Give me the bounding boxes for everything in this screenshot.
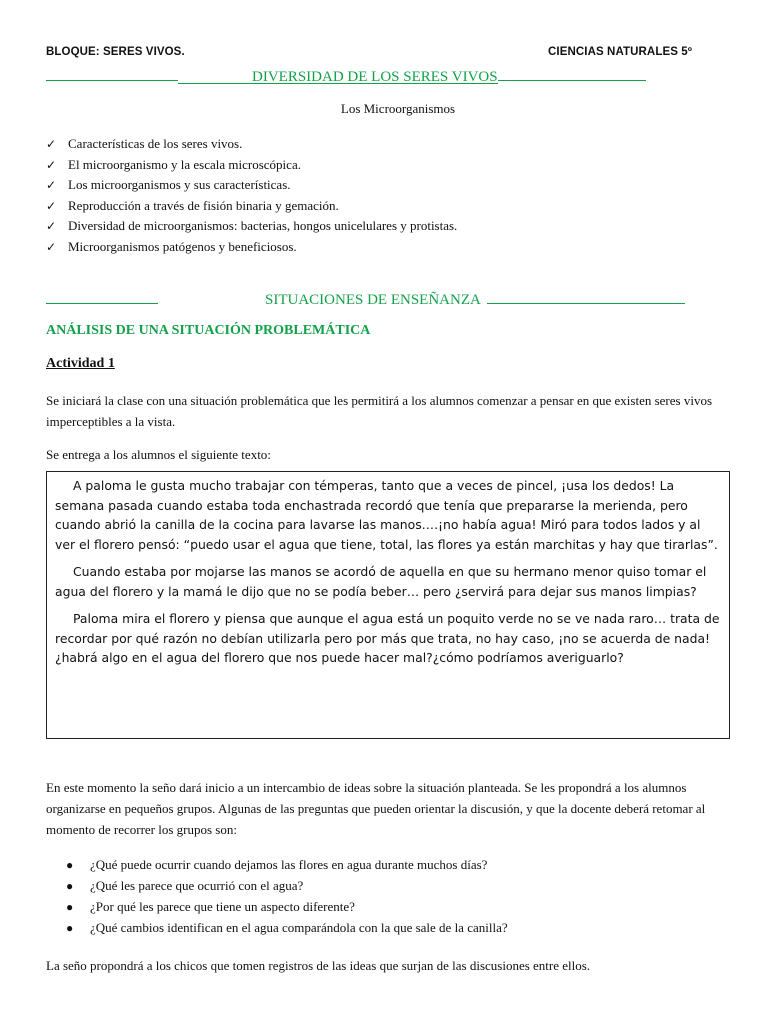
bullet-dot-icon: ●: [66, 879, 74, 893]
section-underline-left: [46, 289, 158, 304]
instruction-paragraph: Se entrega a los alumnos el siguiente texto:: [46, 447, 271, 462]
topics-list: [46, 134, 457, 257]
title-underline-left: [46, 66, 178, 81]
bullet-dot-icon: ●: [66, 900, 74, 914]
topic-item: ✓ Diversidad de microorganismos: bacterias, hongos unicelulares y protistas.: [46, 216, 457, 237]
document-title: [46, 66, 646, 86]
section-title-text: SITUACIONES DE ENSEÑANZA: [265, 292, 481, 308]
intro-paragraph: Se iniciará la clase con una situación problemática que les permitirá a los alumnos comenzar a pensar en que existen seres vivos imperceptibles a la vista.: [46, 393, 713, 429]
question-item: ● ¿Por qué les parece que tiene un aspecto diferente?: [66, 896, 508, 917]
check-mark-icon: ✓: [46, 157, 57, 172]
check-mark-icon: ✓: [46, 137, 57, 151]
topic-item: ✓ El microorganismo y la escala microscópica.: [46, 155, 457, 176]
check-mark-icon: ✓: [46, 219, 57, 233]
bullet-dot-icon: ●: [66, 921, 74, 935]
header-block: BLOQUE: SERES VIVOS.: [46, 46, 185, 58]
topic-item: ✓ Los microorganismos y sus características.: [46, 175, 457, 196]
questions-list: [66, 854, 508, 938]
topic-item: ✓ Reproducción a través de fisión binaria y gemación.: [46, 196, 457, 217]
header-subject: CIENCIAS NATURALES 5º: [548, 46, 693, 58]
topic-item: ✓ Características de los seres vivos.: [46, 134, 457, 155]
story-box: [46, 471, 730, 739]
section-underline-right: [487, 289, 685, 304]
check-mark-icon: ✓: [46, 178, 57, 192]
activity-title: Actividad 1: [46, 356, 115, 371]
section-title: [46, 289, 685, 309]
section-heading: ANÁLISIS DE UNA SITUACIÓN PROBLEMÁTICA: [46, 323, 371, 338]
story-paragraph: A paloma le gusta mucho trabajar con témperas, tanto que a veces de pincel, ¡usa los dedos! La semana pasada cuando estaba toda enchastrada recordó que tenía que prepararse la merienda, pero cuando abrió la canilla de la cocina para lavarse las manos….¡no había agua! Miró para todos lados y al ver el florero pensó: “puedo usar el agua que tiene, total, las flores ya están marchitas y hay que tirarlas”.: [55, 478, 718, 552]
document-subtitle: Los Microorganismos: [340, 101, 456, 116]
question-item: ● ¿Qué les parece que ocurrió con el agua?: [66, 875, 508, 896]
discussion-paragraph: En este momento la seño dará inicio a un intercambio de ideas sobre la situación planteada. Se les propondrá a los alumnos organizarse en pequeños grupos. Algunas de las preguntas que pueden orientar la discusión, y que la docente deberá retomar al momento de recorrer los grupos son:: [46, 780, 706, 837]
title-text: DIVERSIDAD DE LOS SERES VIVOS: [178, 69, 498, 84]
check-mark-icon: ✓: [46, 198, 57, 213]
story-paragraph: Paloma mira el florero y piensa que aunque el agua está un poquito verde no se ve nada raro… trata de recordar por qué razón no debían utilizarla pero por más que trata, no hay caso, ¡no se acuerda de nada!¿habrá algo en el agua del florero que nos puede hacer mal?¿cómo podríamos averiguarlo?: [55, 611, 720, 665]
topic-item: ✓ Microorganismos patógenos y beneficiosos.: [46, 237, 457, 258]
bullet-dot-icon: ●: [66, 858, 74, 872]
check-mark-icon: ✓: [46, 239, 57, 254]
question-item: ● ¿Qué puede ocurrir cuando dejamos las flores en agua durante muchos días?: [66, 854, 508, 875]
question-item: ● ¿Qué cambios identifican en el agua comparándola con la que sale de la canilla?: [66, 917, 508, 938]
closing-paragraph: La seño propondrá a los chicos que tomen registros de las ideas que surjan de las discusiones entre ellos.: [46, 958, 591, 973]
title-underline-right: [498, 66, 646, 81]
story-paragraph: Cuando estaba por mojarse las manos se acordó de aquella en que su hermano menor quiso tomar el agua del florero y la mamá le dijo que no se podía beber… pero ¿servirá para dejar sus manos limpias?: [55, 564, 707, 599]
